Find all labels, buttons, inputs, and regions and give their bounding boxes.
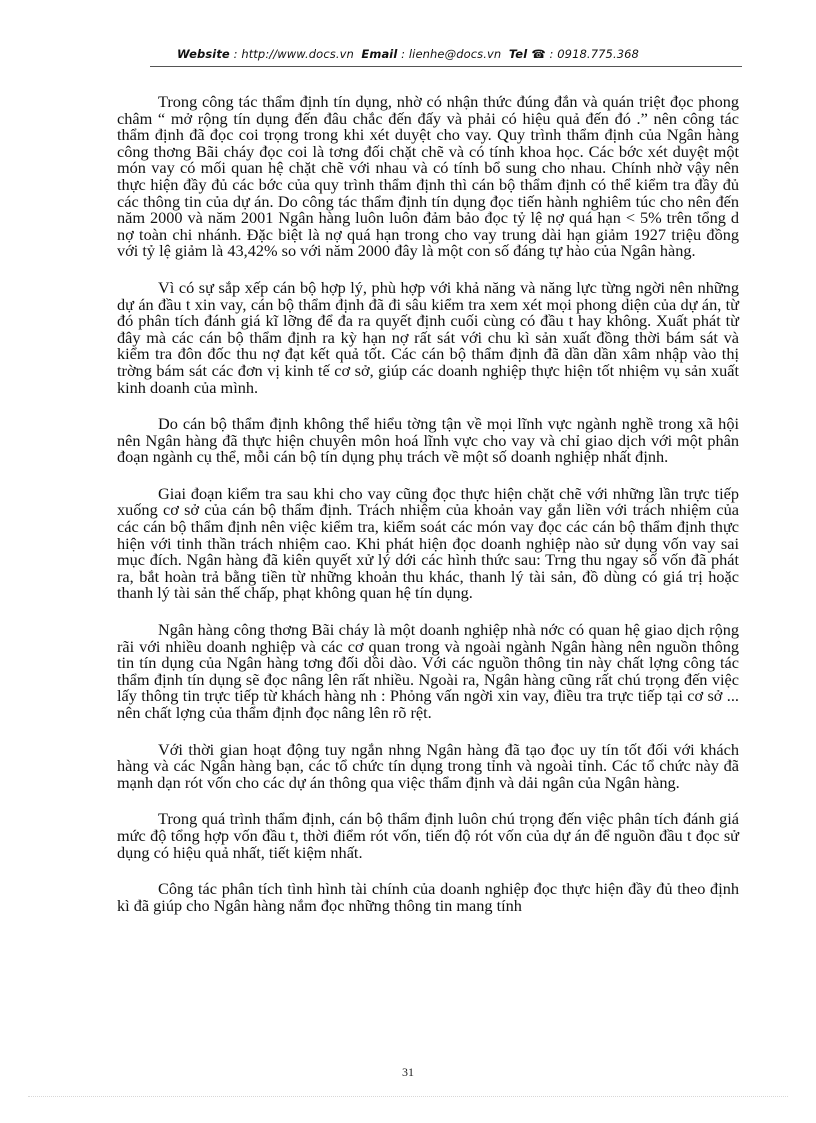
page-header	[0, 47, 816, 61]
paragraph-8: Công tác phân tích tình hình tài chính của doanh nghiệp đọc thực hiện đầy đủ theo định kì đã giúp cho Ngân hàng nắm đọc những thông tin mang tính	[117, 879, 739, 915]
paragraph-5: Ngân hàng công thơng Bãi cháy là một doanh nghiệp nhà nớc có quan hệ giao dịch rộng rãi với nhiều doanh nghiệp và các cơ quan trong và ngoài ngành Ngân hàng nên nguồn thông tin tín dụng của Ngân hàng tơng đối dồi dào. Với các nguồn thông tin này chất lợng công tác thẩm định tín dụng sẽ đọc nâng lên rất nhiều. Ngoài ra, Ngân hàng cũng rất chú trọng đến việc lấy thông tin trực tiếp từ khách hàng nh : Phỏng vấn ngời xin vay, điều tra trực tiếp tại cơ sở ... nên chất lợng của thẩm định đọc nâng lên rõ rệt.	[117, 620, 739, 722]
tel-separator: :	[545, 47, 558, 61]
email-separator: :	[397, 47, 409, 61]
paragraph-2: Vì có sự sắp xếp cán bộ hợp lý, phù hợp với khả năng và năng lực từng ngời nên những dự án đầu t xin vay, cán bộ thẩm định đã đi sâu kiểm tra xem xét mọi phong diện của dự án, từ đó phân tích đánh giá kĩ lỡng để đa ra quyết định cuối cùng có đầu t hay không. Xuất phát từ đây mà các cán bộ thẩm định ra kỳ hạn nợ rất sát với chu kì sản xuất đồng thời bám sát và kiểm tra đôn đốc thu nợ đạt kết quả tốt. Các cán bộ thẩm định đã dần dần xâm nhập vào thị trờng bám sát các đơn vị kinh tế cơ sở, giúp các doanh nghiệp thực hiện tốt nhiệm vụ sản xuất kinh doanh của mình.	[117, 277, 739, 397]
website-label: Website	[177, 47, 230, 61]
page-number: 31	[402, 1065, 414, 1079]
paragraph-4: Giai đoạn kiểm tra sau khi cho vay cũng đọc thực hiện chặt chẽ với những lần trực tiếp xuống cơ sở của cán bộ thẩm định. Trách nhiệm của khoản vay gắn liền với trách nhiệm của các cán bộ thẩm định nên việc kiểm tra, kiểm soát các món vay đọc các cán bộ thẩm định thực hiện với tinh thần trách nhiệm cao. Khi phát hiện đọc doanh nghiệp nào sử dụng vốn vay sai mục đích. Ngân hàng đã kiên quyết xử lý dới các hình thức sau: Trng thu ngay số vốn đã phát ra, bắt hoàn trả bằng tiền từ những khoản thu khác, thanh lý tài sản, đồ dùng có giá trị hoặc thanh lý tài sản thế chấp, phạt không quan hệ tín dụng.	[117, 483, 739, 603]
website-separator: :	[229, 47, 242, 61]
paragraph-7: Trong quá trình thẩm định, cán bộ thẩm định luôn chú trọng đến việc phân tích đánh giá mức độ tổng hợp vốn đầu t, thời điểm rót vốn, tiến độ rót vốn của dự án để nguồn đầu t đọc sử dụng có hiệu quả nhất, tiết kiệm nhất.	[117, 809, 739, 862]
website-value[interactable]: http://www.docs.vn	[241, 47, 354, 61]
email-label: Email	[361, 47, 398, 61]
tel-label: Tel ☎	[508, 47, 546, 61]
paragraph-1: Trong công tác thẩm định tín dụng, nhờ có nhận thức đúng đắn và quán triệt đọc phong châm “ mở rộng tín dụng đến đâu chắc đến đấy và phải có hiệu quả đến đó .” nên công tác thẩm định đã đọc coi trọng trong khi xét duyệt cho vay. Quy trình thẩm định của Ngân hàng công thơng Bãi cháy đọc coi là tơng đối chặt chẽ và có tính khoa học. Các bớc xét duyệt một món vay có mối quan hệ chặt chẽ với nhau và có tính bổ sung cho nhau. Chính nhờ vậy nên thực hiện đầy đủ các bớc của quy trình thẩm định thì cán bộ thẩm định có thể kiểm tra đầy đủ các thông tin của dự án. Do công tác thẩm định tín dụng đọc tiến hành nghiêm túc cho nên đến năm 2000 và năm 2001 Ngân hàng luôn luôn đảm bảo đọc tỷ lệ nợ quá hạn < 5% trên tổng d nợ toàn chi nhánh. Đặc biệt là nợ quá hạn trong cho vay trung dài hạn giảm 1927 triệu đồng với tỷ lệ giảm là 43,42% so với năm 2000 đây là một con số đáng tự hào của Ngân hàng.	[117, 92, 739, 261]
paragraph-6: Với thời gian hoạt động tuy ngắn nhng Ngân hàng đã tạo đọc uy tín tốt đối với khách hàng và các Ngân hàng bạn, các tổ chức tín dụng trong tỉnh và ngoài tỉnh. Các tổ chức này đã mạnh dạn rót vốn cho các dự án thông qua việc thẩm định và dải ngân của Ngân hàng.	[117, 739, 739, 792]
header-divider	[150, 66, 742, 67]
email-value[interactable]: lienhe@docs.vn	[408, 47, 502, 61]
tel-value: 0918.775.368	[557, 47, 639, 61]
footer-divider	[28, 1096, 788, 1097]
document-body	[117, 94, 739, 934]
paragraph-3: Do cán bộ thẩm định không thể hiểu tờng tận về mọi lĩnh vực ngành nghề trong xã hội nên Ngân hàng đã thực hiện chuyên môn hoá lĩnh vực cho vay và chỉ giao dịch với một phân đoạn ngành cụ thể, mỗi cán bộ tín dụng phụ trách về một số doanh nghiệp nhất định.	[117, 414, 739, 467]
